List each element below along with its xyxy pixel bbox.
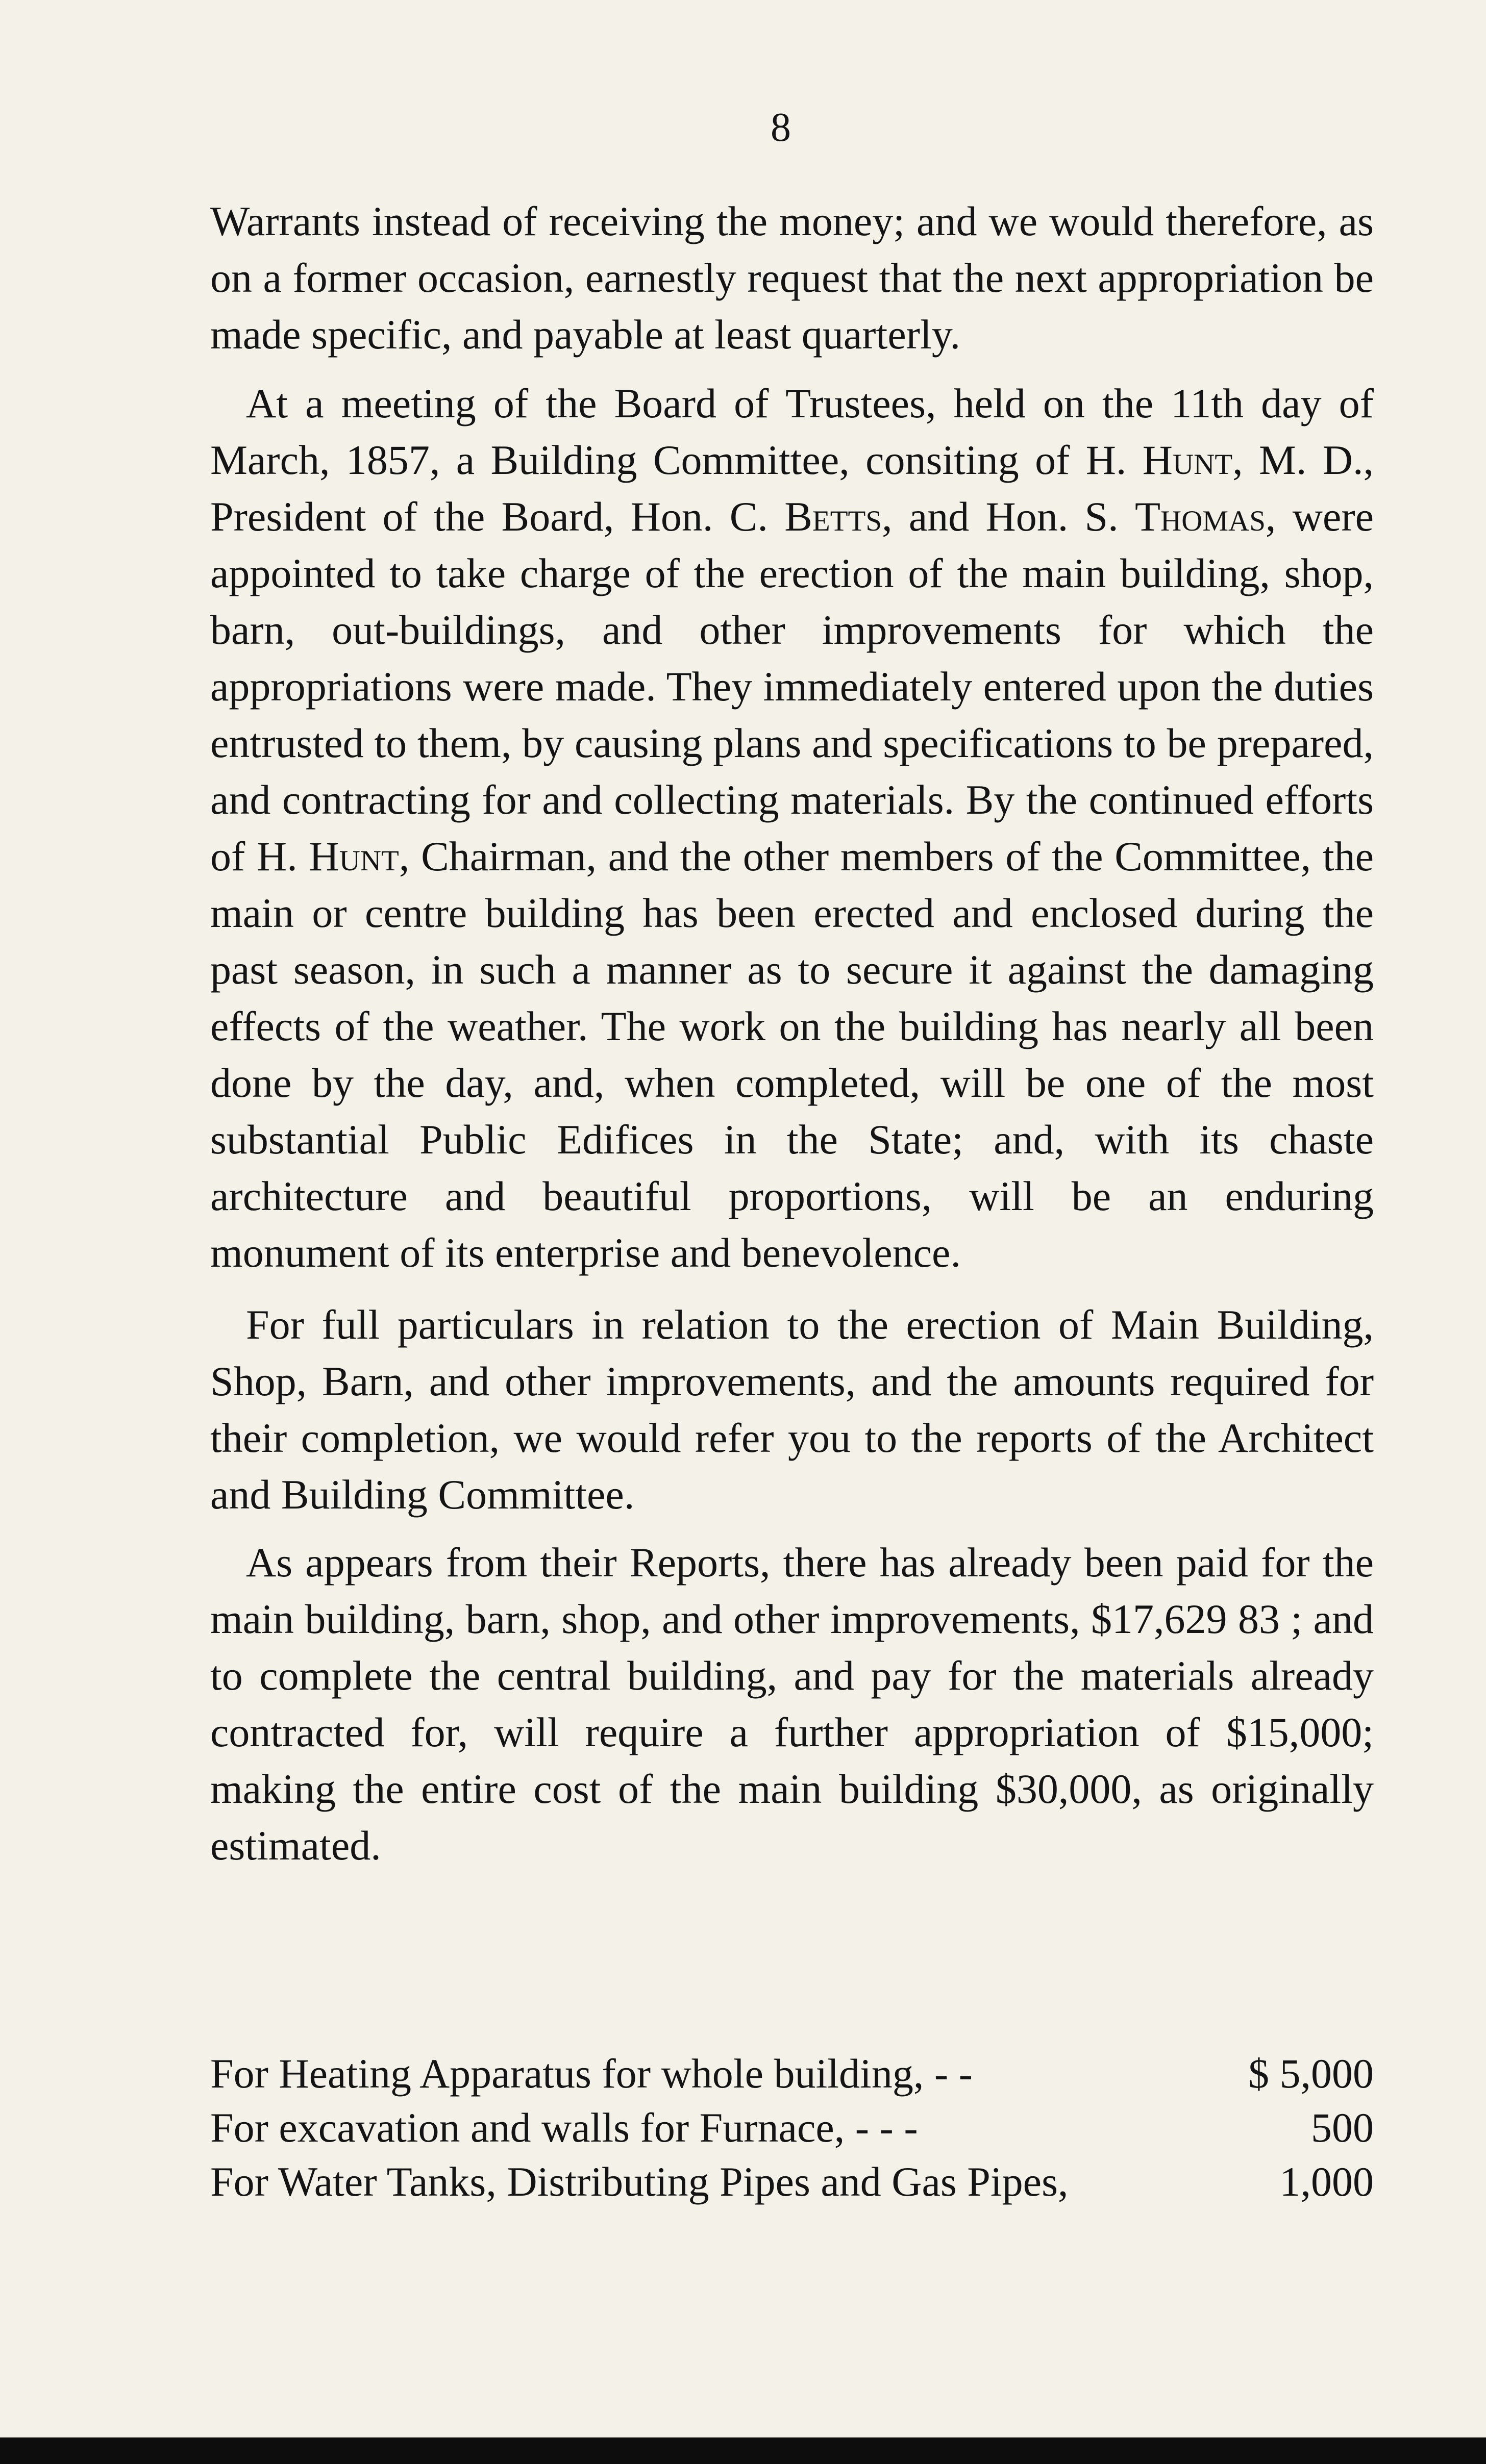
cost-amount: 1,000 (1279, 2158, 1374, 2205)
cost-item: For excavation and walls for Furnace, - - - (210, 2104, 918, 2151)
paragraph-warrants: Warrants instead of receiving the money; and we would therefore, as on a former occasion, earnestly request that the next appropriation be made specific, and payable at least quarterly. (210, 198, 1374, 358)
name-thomas: Thomas (1134, 493, 1266, 540)
paragraph-reports: As appears from their Reports, there has already been paid for the main building, barn, shop, and other improvements, $17,629 83 ; and to complete the central building, and pay for the materials already contracted for, will require a further appropriation of $15,000; making the entire cost of the main building $30,000, as originally estimated. (210, 1539, 1374, 1869)
page-edge-bar (0, 2437, 1486, 2464)
page-number: 8 (771, 105, 791, 150)
body-text (210, 193, 1374, 1874)
cost-row (210, 2155, 1374, 2209)
cost-item: For Water Tanks, Distributing Pipes and Gas Pipes, (210, 2158, 1069, 2205)
paragraph-full-particulars: For full particulars in relation to the erection of Main Building, Shop, Barn, and other improvements, and the amounts required for their completion, we would refer you to the reports of the Architect and Building Committee. (210, 1301, 1374, 1518)
name-hunt: Hunt (1142, 437, 1233, 483)
name-betts: Betts (784, 493, 882, 540)
text-segment: , and Hon. S. (882, 493, 1119, 540)
cost-item: For Heating Apparatus for whole building, - - (210, 2050, 973, 2097)
name-hunt-chairman: Hunt (309, 833, 399, 879)
text-segment: , Chairman, and the other members of the Committee, the main or centre building has been erected and enclosed during the past season, in such a manner as to secure it against the damaging effects of the weather. The work on the building has nearly all been done by the day, and, when completed, will be one of the most substantial Public Edifices in the State; and, with its chaste architecture and beautiful proportions, will be an enduring monument of its enterprise and benevolence. (210, 833, 1374, 1276)
cost-row (210, 2047, 1374, 2101)
cost-row (210, 2101, 1374, 2155)
paragraph-building-committee (210, 375, 1374, 1281)
text-segment: At a meeting of the Board of Trustees, held on the 11th day of March, 1857, a Building Committee, consiting of H. (210, 380, 1374, 483)
cost-amount: 500 (1311, 2104, 1374, 2151)
text-segment: , were appointed to take charge of the erection of the main building, shop, barn, out-buildings, and other improvements for which the appropriations were made. They immediately entered upon the duties entrusted to them, by causing plans and specifications to be prepared, and contracting for and collecting materials. By the continued efforts of H. (210, 493, 1374, 879)
cost-table (210, 2047, 1374, 2209)
text-segment: , M. D., President of the Board, Hon. C. (210, 437, 1374, 540)
cost-amount: $ 5,000 (1248, 2050, 1374, 2097)
